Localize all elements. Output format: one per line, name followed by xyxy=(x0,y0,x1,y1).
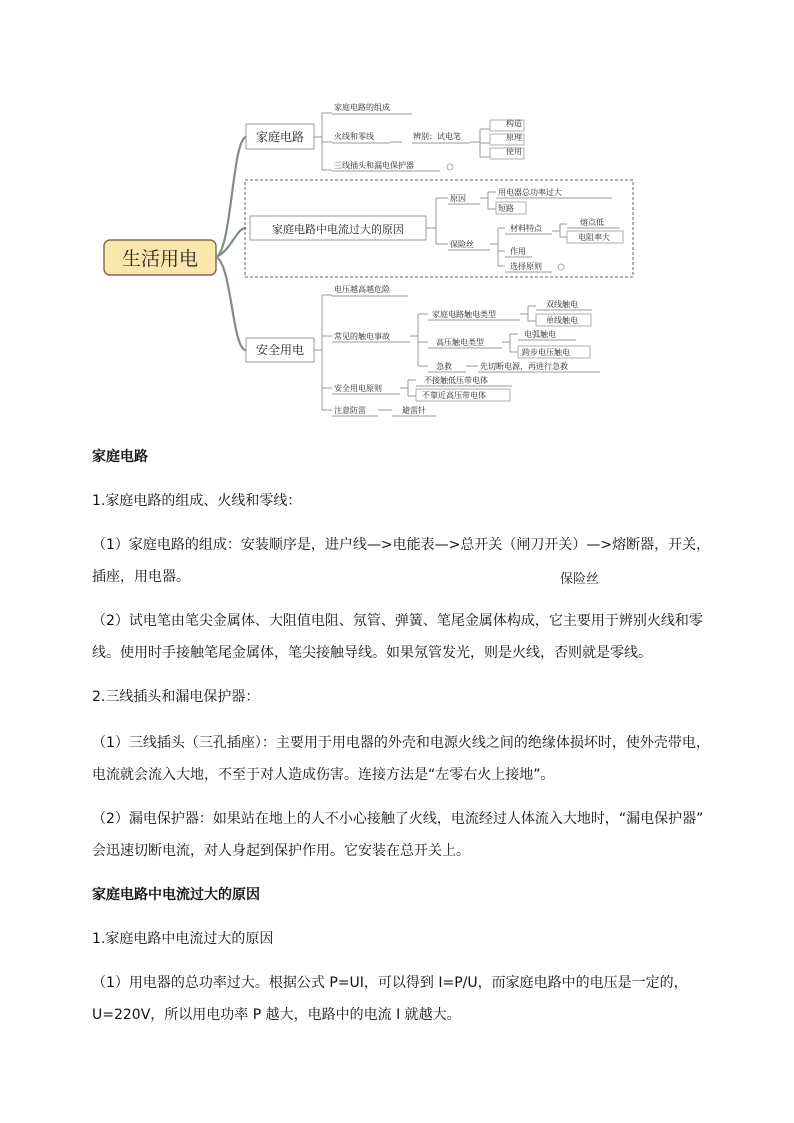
cause-short-circuit: 短路 xyxy=(498,204,514,213)
overcurrent-fuse: 保险丝 xyxy=(450,240,474,249)
home-item-live-neutral: 火线和零线 xyxy=(334,132,374,141)
home-item-composition: 家庭电路的组成 xyxy=(334,103,390,112)
mind-map xyxy=(0,0,794,430)
home-item-structure: 构造 xyxy=(506,119,522,128)
home-item-principle: 原理 xyxy=(506,133,522,142)
paragraph-line: （2）漏电保护器：如果站在地上的人不小心接触了火线，电流经过人体流入大地时，“漏电保护器” xyxy=(92,811,704,827)
shock-step-voltage: 跨步电压触电 xyxy=(522,348,570,357)
home-shock-type: 家庭电路触电类型 xyxy=(432,310,496,319)
safety-principle: 安全用电原则 xyxy=(334,384,382,393)
fuse-use: 作用 xyxy=(510,247,526,256)
principle-low-voltage: 不接触低压带电体 xyxy=(424,376,488,385)
root-connectors xyxy=(216,137,246,350)
paragraph-line: 线。使用时手接触笔尾金属体，笔尖接触导线。如果氖管发光，则是火线，否则就是零线。 xyxy=(92,645,652,661)
safety-label: 安全用电 xyxy=(255,343,305,357)
paragraph-line: 插座，用电器。 xyxy=(92,569,190,585)
safety-high-voltage: 电压越高越危险 xyxy=(334,285,390,294)
principle-high-voltage: 不靠近高压带电体 xyxy=(422,391,486,400)
material-resistivity: 电阻率大 xyxy=(578,233,610,242)
rescue-detail: 先切断电源，再进行急救 xyxy=(480,362,568,371)
fuse-choose: 选择原则 xyxy=(510,262,542,271)
paragraph-line: （1）用电器的总功率过大。根据公式 P=UI，可以得到 I=P/U，而家庭电路中的电压是一定的， xyxy=(92,975,688,991)
shock-two-wire: 双线触电 xyxy=(546,300,578,309)
section-heading-overcurrent: 家庭电路中电流过大的原因 xyxy=(92,887,260,903)
shock-arc: 电弧触电 xyxy=(524,330,556,339)
hv-shock-type: 高压触电类型 xyxy=(436,338,484,347)
paragraph-line: （1）三线插头（三孔插座）：主要用于用电器的外壳和电源火线之间的绝缘体损坏时，使外壳带电， xyxy=(92,735,710,751)
home-item-usage: 使用 xyxy=(506,147,522,156)
overcurrent-cause: 原因 xyxy=(450,194,466,203)
safety-accidents: 常见的触电事故 xyxy=(334,332,390,341)
paragraph-line: （2）试电笔由笔尖金属体、大阻值电阻、氖管、弹簧、笔尾金属体构成，它主要用于辨别火线和零 xyxy=(92,613,703,629)
home-label: 家庭电路 xyxy=(255,130,305,144)
paragraph-line: （1）家庭电路的组成：安装顺序是，进户线—>电能表—>总开关（闸刀开关）—>熔断器，开关， xyxy=(92,537,711,553)
overcurrent-label: 家庭电路中电流过大的原因 xyxy=(272,223,404,236)
handwritten-annotation: 保险丝 xyxy=(560,572,600,587)
expand-icon[interactable] xyxy=(447,164,453,170)
home-item-plug-protector: 三线插头和漏电保护器 xyxy=(334,161,414,170)
expand-icon[interactable] xyxy=(558,264,564,270)
overcurrent-connectors xyxy=(426,192,567,266)
cause-total-power: 用电器总功率过大 xyxy=(498,188,562,197)
subsection-title: 1.家庭电路的组成、火线和零线： xyxy=(92,493,302,509)
root-label: 生活用电 xyxy=(121,248,199,270)
home-item-tester: 辨别：试电笔 xyxy=(413,132,461,141)
lightning-rod: 避雷针 xyxy=(402,406,426,415)
safety-lightning: 注意防雷 xyxy=(334,406,366,415)
paragraph-line: 会迅速切断电流，对人身起到保护作用。它安装在总开关上。 xyxy=(92,843,470,859)
section-heading-home-circuit: 家庭电路 xyxy=(92,449,148,465)
shock-single-wire: 单线触电 xyxy=(546,316,578,325)
subsection-title: 1.家庭电路中电流过大的原因 xyxy=(92,931,274,947)
subsection-title: 2.三线插头和漏电保护器： xyxy=(92,689,260,705)
material-low-melting: 熔点低 xyxy=(580,218,604,227)
paragraph-line: 电流就会流入大地，不至于对人造成伤害。连接方法是“左零右火上接地”。 xyxy=(92,767,555,783)
fuse-material: 材料特点 xyxy=(510,224,542,233)
safety-rescue: 急救 xyxy=(436,362,452,371)
paragraph-line: U=220V，所以用电功率 P 越大，电路中的电流 I 就越大。 xyxy=(92,1007,461,1023)
